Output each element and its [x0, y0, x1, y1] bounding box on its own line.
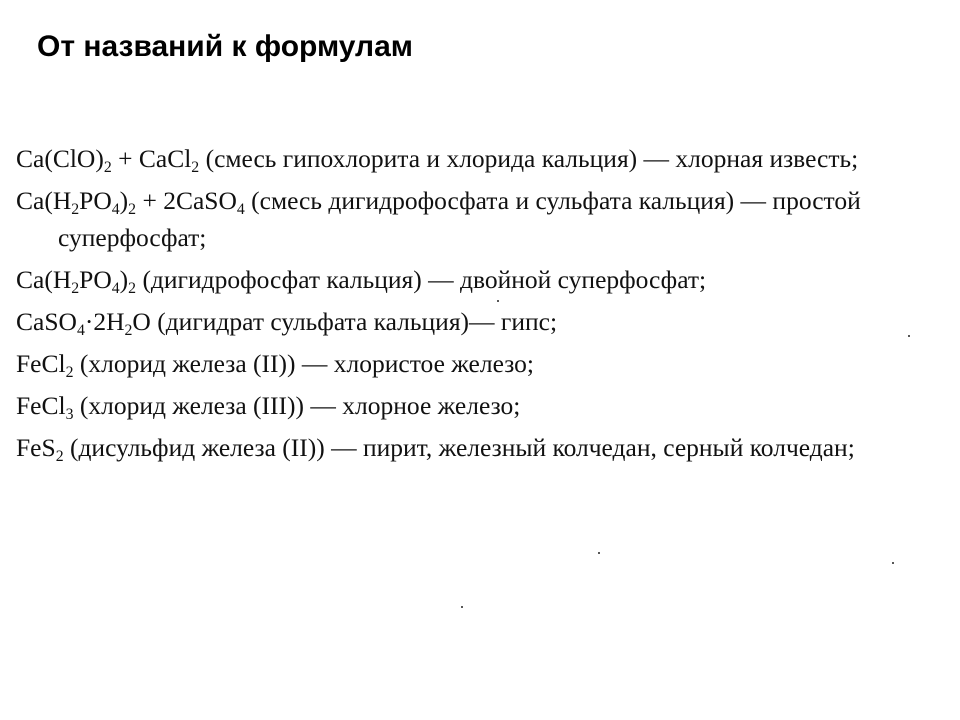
chemical-formula [16, 433, 64, 466]
formula-part: Ca(H [16, 186, 72, 215]
chemical-formula [16, 391, 74, 424]
formula-description: (хлорид железа (II)) — хлористое железо; [73, 349, 534, 378]
chemical-formula [16, 144, 200, 177]
formula-subscript: 4 [111, 201, 120, 219]
formula-part: + 2CaSO [136, 186, 237, 215]
formula-part: ) [119, 265, 129, 294]
formula-subscript: 2 [124, 322, 133, 340]
formula-part: O [132, 307, 151, 336]
formula-list [16, 140, 936, 471]
formula-subscript: 4 [76, 322, 85, 340]
scan-speck [461, 606, 463, 608]
formula-part: ) [119, 186, 129, 215]
list-item [16, 140, 936, 177]
list-item [16, 345, 936, 382]
chemical-formula [16, 186, 245, 219]
formula-part: PO [79, 265, 112, 294]
formula-part: PO [79, 186, 112, 215]
list-item [16, 387, 936, 424]
formula-description: (хлорид железа (III)) — хлорное железо; [73, 391, 521, 420]
chemical-formula [16, 265, 137, 298]
formula-subscript: 2 [191, 159, 200, 177]
formula-part: Ca(ClO) [16, 144, 104, 173]
scan-speck [598, 552, 600, 554]
formula-description: (дисульфид железа (II)) — пирит, железный колчедан, серный колчедан; [63, 433, 855, 462]
formula-part: CaSO [16, 307, 77, 336]
formula-description: (смесь гипохлорита и хлорида кальция) — хлорная известь; [199, 144, 859, 173]
chemical-formula [16, 307, 151, 340]
formula-description: (смесь дигидрофосфата и сульфата кальция) — простой суперфосфат; [58, 186, 861, 252]
formula-subscript: 2 [71, 201, 80, 219]
formula-subscript: 2 [65, 364, 74, 382]
scan-speck [892, 562, 894, 564]
formula-subscript: 4 [236, 201, 245, 219]
formula-subscript: 4 [111, 280, 120, 298]
formula-subscript: 2 [71, 280, 80, 298]
formula-subscript: 2 [128, 201, 137, 219]
list-item [16, 182, 936, 256]
list-item [16, 429, 936, 466]
formula-part: Ca(H [16, 265, 72, 294]
scan-speck [497, 300, 499, 302]
formula-subscript: 2 [128, 280, 137, 298]
list-item [16, 261, 936, 298]
formula-description: (дигидрофосфат кальция) — двойной суперфосфат; [136, 265, 707, 294]
formula-part: FeS [16, 433, 56, 462]
list-item [16, 303, 936, 340]
chemical-formula [16, 349, 74, 382]
formula-subscript: 3 [65, 406, 74, 424]
formula-part: FeCl [16, 391, 66, 420]
formula-description: (дигидрат сульфата кальция)— гипс; [150, 307, 558, 336]
formula-part: + CaCl [111, 144, 192, 173]
formula-subscript: 2 [103, 159, 112, 177]
formula-part: ·2H [84, 307, 125, 336]
formula-part: FeCl [16, 349, 66, 378]
scan-speck [908, 335, 910, 337]
slide-title: От названий к формулам [37, 30, 413, 63]
formula-subscript: 2 [55, 448, 64, 466]
